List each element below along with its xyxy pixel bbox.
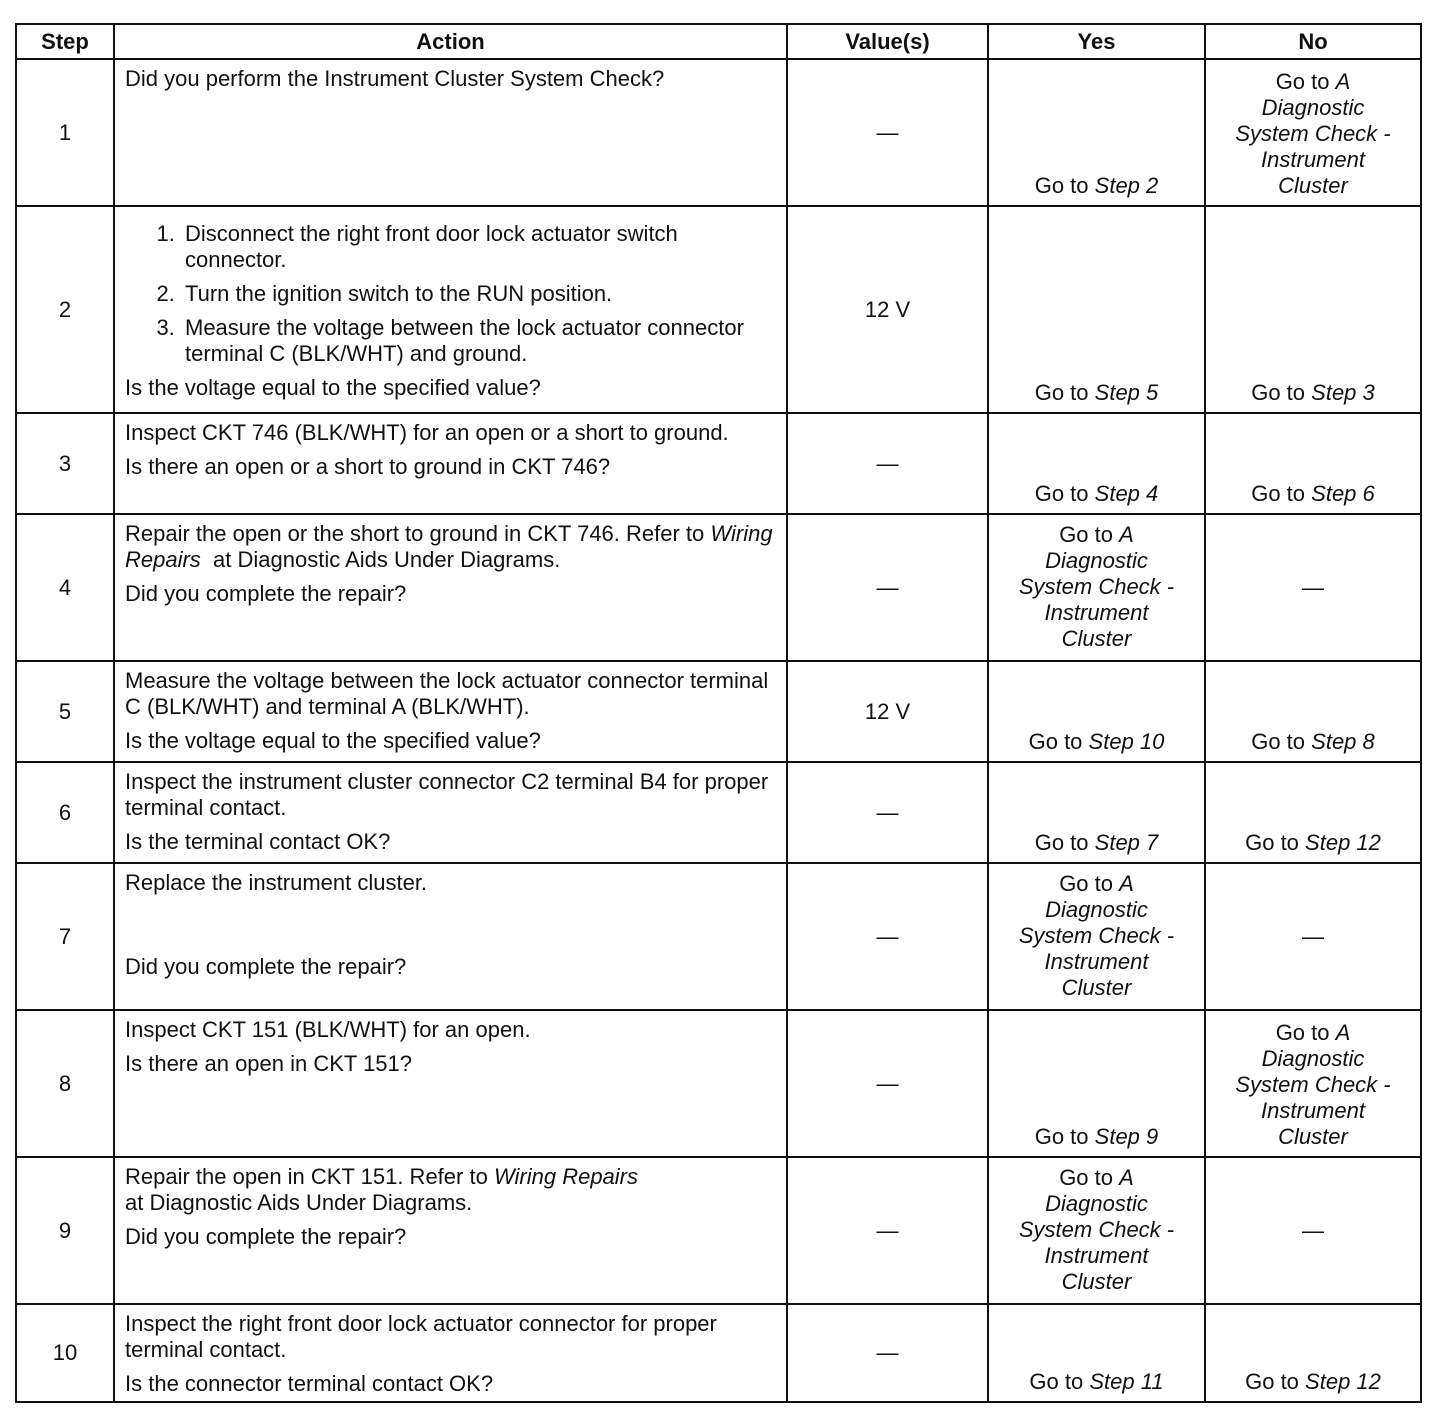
action-text: Inspect CKT 151 (BLK/WHT) for an open. <box>125 1017 531 1042</box>
no-cell <box>1205 1304 1421 1402</box>
value-cell: — <box>787 1304 988 1402</box>
value-cell: 12 V <box>787 206 988 413</box>
goto-text: Go to <box>1251 481 1306 506</box>
yes-cell <box>988 59 1205 206</box>
diag-check-link: Diagnostic <box>1261 95 1365 120</box>
no-cell: — <box>1205 514 1421 661</box>
yes-cell <box>988 514 1205 661</box>
step-link: Step 4 <box>1094 481 1159 506</box>
step-number: 4 <box>16 514 114 661</box>
header-values: Value(s) <box>787 24 988 59</box>
goto-text: Go to <box>1029 1369 1084 1394</box>
table-row <box>16 59 1421 206</box>
value-cell: — <box>787 413 988 514</box>
table-row <box>16 206 1421 413</box>
action-question: Did you complete the repair? <box>125 954 407 979</box>
step-link: Step 2 <box>1094 173 1159 198</box>
diag-check-link: A <box>1335 69 1351 94</box>
action-text-part: at Diagnostic Aids Under Diagrams. <box>125 1190 473 1215</box>
action-question: Is the terminal contact OK? <box>125 829 391 854</box>
no-cell <box>1205 413 1421 514</box>
wiring-repairs-link: Wiring Repairs <box>493 1164 639 1189</box>
action-steps-list <box>125 221 776 367</box>
action-step-item: 2. Turn the ignition switch to the RUN position. <box>181 281 776 307</box>
goto-text: Go to <box>1059 1164 1113 1190</box>
diag-check-link: Instrument <box>1261 147 1365 172</box>
step-number: 2 <box>16 206 114 413</box>
step-link: Step 8 <box>1311 729 1375 754</box>
diag-check-link: System Check - <box>1235 1072 1391 1097</box>
action-text: Inspect the instrument cluster connector C2 terminal B4 for proper terminal contact. <box>125 769 769 820</box>
action-text-part: at Diagnostic Aids Under Diagrams. <box>213 547 561 572</box>
step-number: 6 <box>16 762 114 863</box>
action-question: Did you perform the Instrument Cluster System Check? <box>125 66 665 91</box>
diag-check-link: Diagnostic <box>1261 1046 1365 1071</box>
value-cell: — <box>787 1010 988 1157</box>
value-cell: — <box>787 863 988 1010</box>
value-cell: — <box>787 1157 988 1304</box>
goto-text: Go to <box>1034 173 1089 198</box>
no-cell <box>1205 59 1421 206</box>
action-question: Is there an open in CKT 151? <box>125 1051 413 1076</box>
header-step: Step <box>16 24 114 59</box>
step-link: Step 11 <box>1089 1369 1164 1394</box>
diag-check-link: Cluster <box>1278 173 1348 198</box>
goto-text: Go to <box>1059 521 1113 547</box>
yes-cell <box>988 206 1205 413</box>
diag-check-link: System Check - <box>1018 573 1175 599</box>
value-cell: — <box>787 762 988 863</box>
step-number: 8 <box>16 1010 114 1157</box>
table-row <box>16 762 1421 863</box>
action-text-part: Repair the open in CKT 151. Refer to <box>125 1164 488 1189</box>
step-number: 10 <box>16 1304 114 1402</box>
wiring-repairs-link: Wiring Repairs <box>125 521 773 572</box>
yes-cell <box>988 863 1205 1010</box>
value-cell: 12 V <box>787 661 988 762</box>
no-cell <box>1205 1010 1421 1157</box>
no-cell <box>1205 206 1421 413</box>
action-text: Replace the instrument cluster. <box>125 870 428 895</box>
diag-check-link: A <box>1119 1164 1134 1190</box>
step-number: 7 <box>16 863 114 1010</box>
action-step-item: 3. Measure the voltage between the lock actuator connector terminal C (BLK/WHT) and ground. <box>181 315 776 367</box>
action-cell <box>114 206 787 413</box>
table-row <box>16 1157 1421 1304</box>
table-row <box>16 514 1421 661</box>
action-question: Is the connector terminal contact OK? <box>125 1371 494 1396</box>
diag-check-link: A <box>1119 870 1134 896</box>
action-text: Measure the voltage between the lock actuator connector terminal C (BLK/WHT) and terminal A (BLK/WHT). <box>125 668 769 719</box>
step-number: 3 <box>16 413 114 514</box>
action-cell <box>114 863 787 1010</box>
goto-text: Go to <box>1275 69 1330 94</box>
diagnostic-table <box>15 23 1422 1403</box>
step-number: 1 <box>16 59 114 206</box>
yes-cell <box>988 1157 1205 1304</box>
diag-check-link: Instrument <box>1044 948 1149 974</box>
action-text <box>125 521 776 573</box>
diag-check-link: Instrument <box>1044 599 1149 625</box>
step-link: Step 9 <box>1094 1124 1159 1149</box>
yes-cell <box>988 413 1205 514</box>
diag-check-link: Cluster <box>1061 625 1132 651</box>
goto-text: Go to <box>1251 729 1306 754</box>
diag-check-link: System Check - <box>1235 121 1391 146</box>
diag-check-link: Cluster <box>1061 1268 1132 1294</box>
action-question: Did you complete the repair? <box>125 581 407 606</box>
goto-text: Go to <box>1034 830 1089 855</box>
value-cell: — <box>787 59 988 206</box>
yes-cell <box>988 661 1205 762</box>
goto-text: Go to <box>1245 1369 1299 1394</box>
yes-cell <box>988 1304 1205 1402</box>
action-cell <box>114 59 787 206</box>
diag-check-link: A <box>1335 1020 1351 1045</box>
goto-text: Go to <box>1251 380 1306 405</box>
step-link: Step 10 <box>1088 729 1165 754</box>
yes-cell <box>988 1010 1205 1157</box>
step-link: Step 12 <box>1305 1369 1381 1394</box>
step-link: Step 7 <box>1094 830 1159 855</box>
action-cell <box>114 1304 787 1402</box>
diag-check-link: A <box>1119 521 1134 547</box>
goto-text: Go to <box>1028 729 1083 754</box>
goto-text: Go to <box>1034 380 1089 405</box>
diag-check-link: Diagnostic <box>1045 896 1148 922</box>
action-cell <box>114 1157 787 1304</box>
table-row <box>16 661 1421 762</box>
goto-text: Go to <box>1275 1020 1330 1045</box>
action-cell <box>114 1010 787 1157</box>
diag-check-link: Diagnostic <box>1045 547 1148 573</box>
diag-check-link: System Check - <box>1018 922 1175 948</box>
goto-text: Go to <box>1059 870 1113 896</box>
header-yes: Yes <box>988 24 1205 59</box>
action-question: Is the voltage equal to the specified value? <box>125 375 541 400</box>
action-cell <box>114 413 787 514</box>
action-cell <box>114 762 787 863</box>
table-row <box>16 1010 1421 1157</box>
diag-check-link: Cluster <box>1278 1124 1348 1149</box>
diag-check-link: Cluster <box>1061 974 1132 1000</box>
step-link: Step 5 <box>1094 380 1159 405</box>
action-text: Inspect CKT 746 (BLK/WHT) for an open or a short to ground. <box>125 420 729 445</box>
diag-check-link: Diagnostic <box>1045 1190 1148 1216</box>
no-cell: — <box>1205 1157 1421 1304</box>
diag-check-link: System Check - <box>1018 1216 1175 1242</box>
no-cell <box>1205 661 1421 762</box>
action-cell <box>114 661 787 762</box>
header-row <box>16 24 1421 59</box>
table-row <box>16 413 1421 514</box>
goto-text: Go to <box>1034 1124 1089 1149</box>
step-number: 9 <box>16 1157 114 1304</box>
header-action: Action <box>114 24 787 59</box>
goto-text: Go to <box>1034 481 1089 506</box>
header-no: No <box>1205 24 1421 59</box>
no-cell <box>1205 762 1421 863</box>
action-text-part: Repair the open or the short to ground in CKT 746. Refer to <box>125 521 705 546</box>
action-text: Inspect the right front door lock actuator connector for proper terminal contact. <box>125 1311 717 1362</box>
action-question: Did you complete the repair? <box>125 1224 407 1249</box>
diag-check-link: Instrument <box>1044 1242 1149 1268</box>
step-number: 5 <box>16 661 114 762</box>
diag-check-link: Instrument <box>1261 1098 1365 1123</box>
step-link: Step 12 <box>1305 830 1381 855</box>
no-cell: — <box>1205 863 1421 1010</box>
table-row <box>16 1304 1421 1402</box>
yes-cell <box>988 762 1205 863</box>
action-question: Is there an open or a short to ground in CKT 746? <box>125 454 611 479</box>
step-link: Step 3 <box>1311 380 1375 405</box>
goto-text: Go to <box>1245 830 1299 855</box>
value-cell: — <box>787 514 988 661</box>
action-cell <box>114 514 787 661</box>
action-text <box>125 1164 776 1216</box>
table-row <box>16 863 1421 1010</box>
step-link: Step 6 <box>1311 481 1375 506</box>
action-step-item: 1. Disconnect the right front door lock actuator switch connector. <box>181 221 776 273</box>
action-question: Is the voltage equal to the specified value? <box>125 728 541 753</box>
